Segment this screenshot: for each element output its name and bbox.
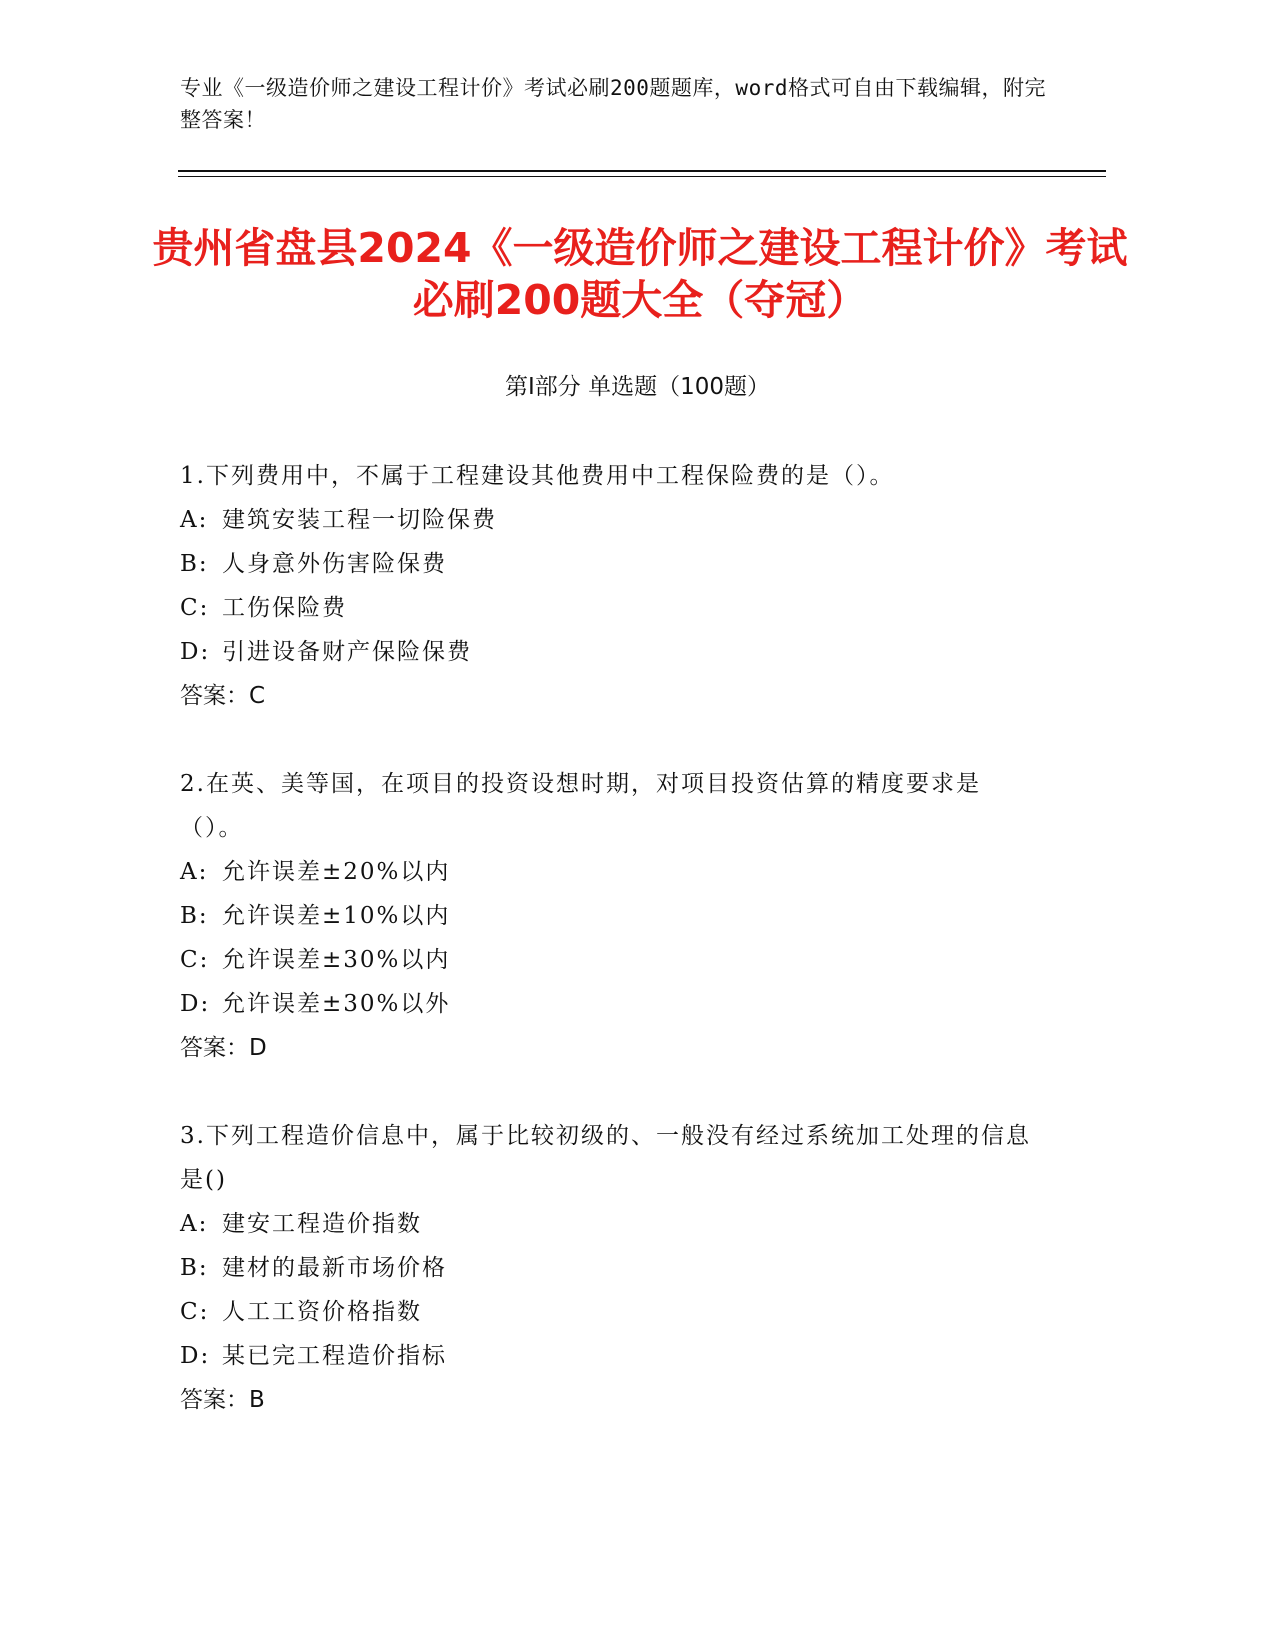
option-letter: A: <box>180 1211 209 1237</box>
question-stem: 3.下列工程造价信息中，属于比较初级的、一般没有经过系统加工处理的信息是() <box>180 1123 1031 1193</box>
option-letter: D: <box>180 991 211 1017</box>
question-1 <box>180 454 1040 718</box>
header-divider-thin <box>178 176 1106 177</box>
option-d <box>180 982 1040 1026</box>
option-text: 建安工程造价指数 <box>222 1211 422 1237</box>
option-letter: A: <box>180 859 209 885</box>
option-c <box>180 938 1040 982</box>
question-stem: 1.下列费用中，不属于工程建设其他费用中工程保险费的是（）。 <box>180 463 895 489</box>
option-letter: A: <box>180 507 209 533</box>
option-d <box>180 630 1040 674</box>
question-list <box>180 454 1040 1466</box>
document-header-note: 专业《一级造价师之建设工程计价》考试必刷200题题库，word格式可自由下载编辑，附完整答案！ <box>180 76 1046 132</box>
question-stem: 2.在英、美等国，在项目的投资设想时期，对项目投资估算的精度要求是（）。 <box>180 771 981 841</box>
option-text: 允许误差±10%以内 <box>222 903 451 929</box>
option-a <box>180 850 1040 894</box>
answer-line: 答案：C <box>180 683 266 709</box>
option-letter: B: <box>180 1255 209 1281</box>
option-text: 允许误差±20%以内 <box>222 859 451 885</box>
option-b <box>180 1246 1040 1290</box>
answer-line: 答案：B <box>180 1387 265 1413</box>
option-a <box>180 1202 1040 1246</box>
option-letter: C: <box>180 947 210 973</box>
answer-line: 答案：D <box>180 1035 267 1061</box>
option-letter: C: <box>180 595 210 621</box>
option-text: 人工工资价格指数 <box>222 1299 422 1325</box>
option-text: 人身意外伤害险保费 <box>222 551 447 577</box>
option-text: 允许误差±30%以内 <box>222 947 451 973</box>
option-text: 引进设备财产保险保费 <box>222 639 472 665</box>
option-text: 允许误差±30%以外 <box>222 991 451 1017</box>
option-c <box>180 1290 1040 1334</box>
option-text: 某已完工程造价指标 <box>222 1343 447 1369</box>
question-2 <box>180 762 1040 1070</box>
option-b <box>180 894 1040 938</box>
document-title: 贵州省盘县2024《一级造价师之建设工程计价》考试必刷200题大全（夺冠） <box>152 224 1128 324</box>
section-heading: 第Ⅰ部分 单选题（100题） <box>505 374 770 400</box>
option-letter: D: <box>180 639 211 665</box>
option-letter: B: <box>180 551 209 577</box>
header-divider-thick <box>178 170 1106 172</box>
option-letter: D: <box>180 1343 211 1369</box>
question-3 <box>180 1114 1040 1422</box>
option-a <box>180 498 1040 542</box>
option-c <box>180 586 1040 630</box>
option-letter: B: <box>180 903 209 929</box>
option-text: 建材的最新市场价格 <box>222 1255 447 1281</box>
option-b <box>180 542 1040 586</box>
option-text: 建筑安装工程一切险保费 <box>222 507 497 533</box>
option-d <box>180 1334 1040 1378</box>
option-text: 工伤保险费 <box>222 595 347 621</box>
option-letter: C: <box>180 1299 210 1325</box>
